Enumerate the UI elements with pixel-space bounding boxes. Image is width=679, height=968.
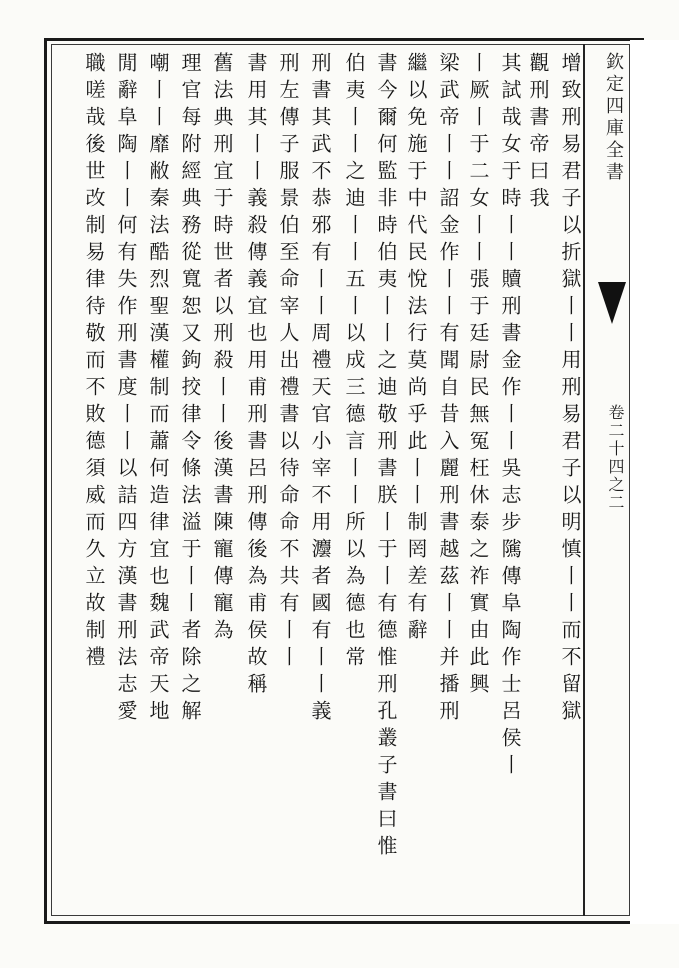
text-column-2: 觀刑書帝曰我: [526, 52, 550, 214]
fish-tail-mark: [598, 282, 626, 324]
text-column-4: 丨厥丨于二女丨丨張于廷尉民無冤枉休泰之祚實由此興: [466, 52, 490, 700]
text-column-1: 增致刑易君子以折獄丨丨用刑易君子以明慎丨丨而不留獄: [558, 52, 582, 727]
text-column-10: 刑左傳子服景伯至命宰人出禮書以待命命不共有丨丨: [276, 52, 300, 673]
text-column-15: 閒辭阜陶丨丨何有失作刑書度丨丨以詰四方漢書刑法志愛: [114, 52, 138, 727]
text-column-13: 理官每附經典務從寬恕又鉤挍律令條法溢于丨丨者除之解: [178, 52, 202, 727]
text-column-5: 梁武帝丨丨詔金作丨丨有聞自昔入麗刑書越茲丨丨并播刑: [436, 52, 460, 727]
text-column-12: 舊法典刑宜于時世者以刑殺丨丨後漢書陳寵傳寵為: [210, 52, 234, 646]
text-column-9: 刑書其武不恭邪有丨丨周禮天官小宰不用灋者國有丨丨義: [308, 52, 332, 727]
text-column-11: 書用其丨丨義殺傳義宜也用甫刑書呂刑傳後為甫侯故稱: [244, 52, 268, 700]
margin-title: 欽定四庫全書: [603, 52, 624, 184]
text-column-14: 嘲丨丨靡敝秦法酷烈聖漢權制而蕭何造律宜也魏武帝天地: [146, 52, 170, 727]
text-column-8: 伯夷丨丨之迪丨丨五丨以成三德言丨丨所以為德也常: [342, 52, 366, 673]
text-column-16: 職嗟哉後世改制易律待敬而不敗德須威而久立故制禮: [82, 52, 106, 673]
text-column-3: 其試哉女于時丨丨贖刑書金作丨丨吳志步隲傳阜陶作士呂侯丨: [498, 52, 522, 781]
margin-volume: 卷二十四之二: [606, 404, 625, 512]
text-column-6: 繼以免施于中代民悅法行莫尚乎此丨丨制罔差有辭: [404, 52, 428, 646]
right-page-edge: [630, 40, 679, 924]
text-column-7: 書今爾何監非時伯夷丨丨之迪敬刑書朕丨于丨有德惟刑孔叢子書曰惟: [374, 52, 398, 862]
